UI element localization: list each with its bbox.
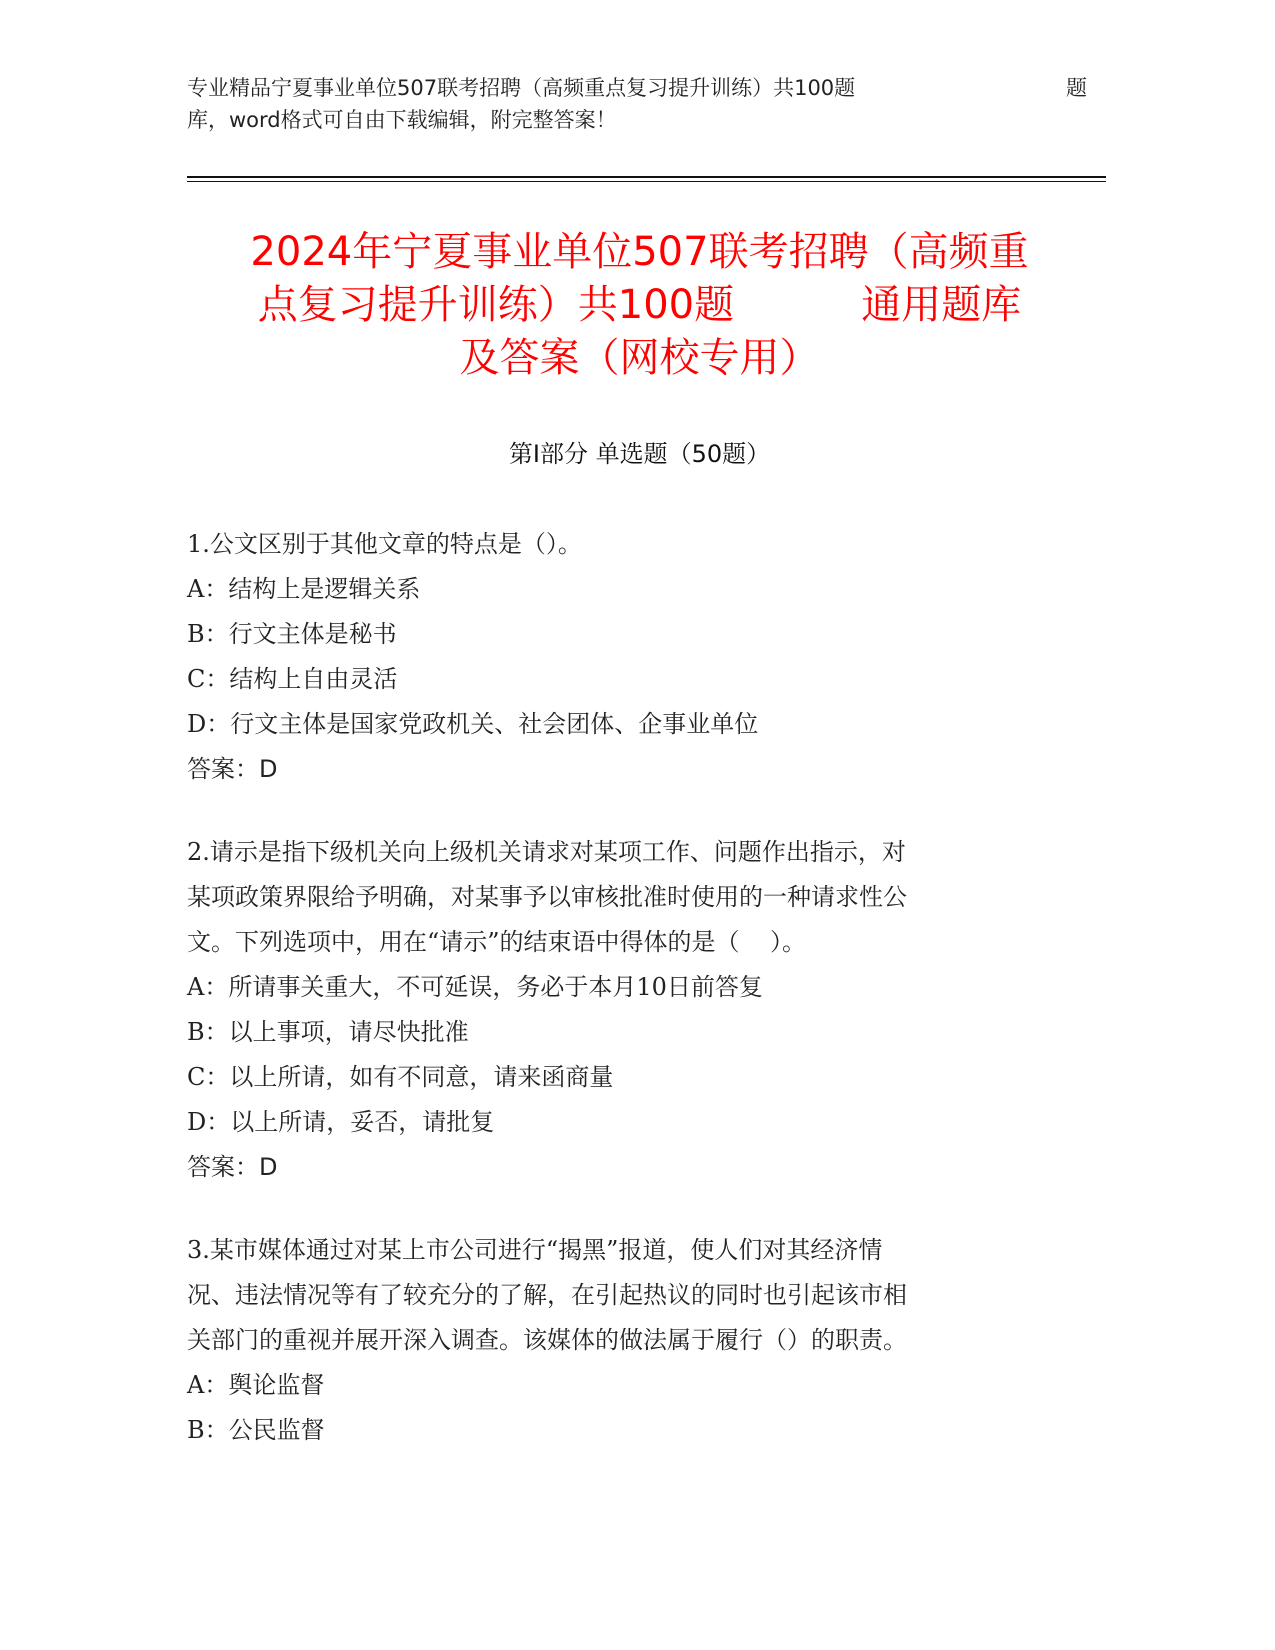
- section-heading: 第Ⅰ部分 单选题（50题）: [508, 440, 771, 468]
- option-b: B：行文主体是秘书: [187, 620, 397, 648]
- document-title: [187, 226, 1092, 385]
- option-d: D：以上所请，妥否，请批复: [187, 1108, 495, 1136]
- answer-text: 答案：D: [187, 1153, 278, 1181]
- question-stem: 2.请示是指下级机关向上级机关请求对某项工作、问题作出指示，对: [187, 838, 906, 866]
- question-list: [187, 522, 1067, 1453]
- header-divider-thin: [187, 181, 1106, 182]
- option-b: B：以上事项，请尽快批准: [187, 1018, 469, 1046]
- header-line-2-text: 库，word格式可自由下载编辑，附完整答案！: [187, 108, 617, 132]
- option-d: D：行文主体是国家党政机关、社会团体、企事业单位: [187, 710, 759, 738]
- header-line-1-end: 题: [1066, 76, 1087, 100]
- page-header: [187, 72, 1087, 136]
- header-line-1: [187, 72, 1087, 104]
- question-stem: 文。下列选项中，用在“请示”的结束语中得体的是（ ）。: [187, 928, 807, 956]
- option-a: A：结构上是逻辑关系: [187, 575, 421, 603]
- option-a: A：所请事关重大，不可延误，务必于本月10日前答复: [187, 973, 763, 1001]
- question-item: [187, 522, 1067, 792]
- question-item: [187, 1228, 1067, 1453]
- header-line-1-text: 专业精品宁夏事业单位507联考招聘（高频重点复习提升训练）共100题: [187, 76, 856, 100]
- title-line-1: 2024年宁夏事业单位507联考招聘（高频重: [250, 229, 1029, 275]
- option-a: A：舆论监督: [187, 1371, 325, 1399]
- question-stem: 3.某市媒体通过对某上市公司进行“揭黑”报道，使人们对其经济情: [187, 1236, 883, 1264]
- question-item: [187, 830, 1067, 1190]
- header-line-2: [187, 104, 1087, 136]
- title-line-2: 点复习提升训练）共100题 通用题库: [257, 282, 1022, 328]
- answer-text: 答案：D: [187, 755, 278, 783]
- question-stem: 某项政策界限给予明确，对某事予以审核批准时使用的一种请求性公: [187, 883, 907, 911]
- option-b: B：公民监督: [187, 1416, 325, 1444]
- option-c: C：结构上自由灵活: [187, 665, 398, 693]
- question-stem: 况、违法情况等有了较充分的了解，在引起热议的同时也引起该市相: [187, 1281, 907, 1309]
- question-stem: 关部门的重视并展开深入调查。该媒体的做法属于履行（）的职责。: [187, 1326, 907, 1354]
- title-line-3: 及答案（网校专用）: [459, 335, 820, 381]
- question-stem: 1.公文区别于其他文章的特点是（）。: [187, 530, 582, 558]
- header-divider-thick: [187, 176, 1106, 178]
- option-c: C：以上所请，如有不同意，请来函商量: [187, 1063, 614, 1091]
